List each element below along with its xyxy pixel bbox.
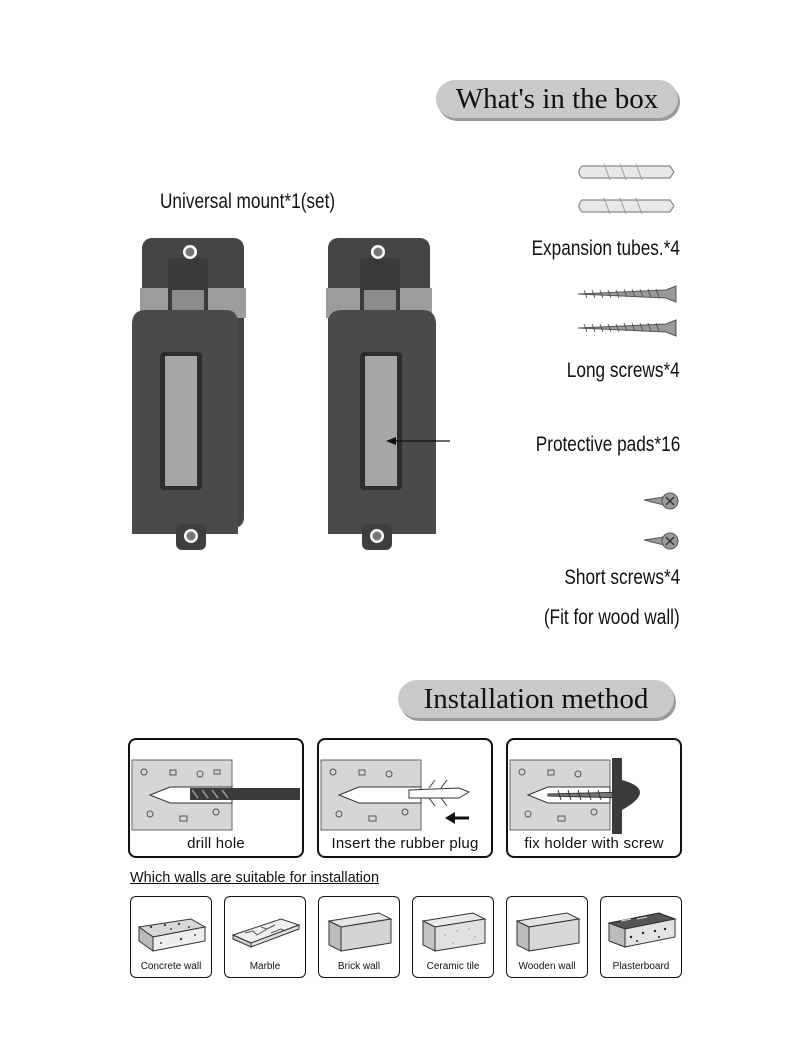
drill-illustration (130, 740, 304, 840)
whats-in-box-text: What's in the box (455, 82, 659, 115)
wall-label: Brick wall (337, 961, 381, 972)
installation-method-text: Installation method (423, 682, 649, 715)
wall-brick (318, 896, 400, 978)
wall-wooden (506, 896, 588, 978)
plasterboard-icon (601, 897, 683, 957)
fix-holder-illustration (508, 740, 682, 840)
install-step-fix-holder (506, 738, 682, 858)
wall-label: Ceramic tile (426, 961, 480, 972)
marble-slab-icon (225, 897, 307, 957)
wooden-block-icon (507, 897, 589, 957)
short-screws-icon (640, 488, 680, 554)
expansion-tubes-label: Expansion tubes.*4 (531, 237, 680, 260)
wall-concrete (130, 896, 212, 978)
long-screws-label: Long screws*4 (567, 359, 680, 382)
wall-ceramic (412, 896, 494, 978)
step-caption: drill hole (187, 835, 245, 852)
section-title-installation (398, 680, 674, 718)
step-caption: fix holder with screw (524, 835, 664, 852)
wall-plasterboard (600, 896, 682, 978)
ceramic-tile-icon (413, 897, 495, 957)
short-screws-label: Short screws*4 (564, 566, 680, 589)
mount-left (132, 238, 246, 550)
expansion-tubes-icon (574, 158, 678, 228)
wall-marble (224, 896, 306, 978)
wall-label: Concrete wall (140, 961, 202, 972)
install-step-drill-hole (128, 738, 304, 858)
plug-illustration (319, 740, 493, 840)
mount-label: Universal mount*1(set) (160, 190, 336, 213)
wall-label: Marble (249, 961, 281, 972)
section-title-whats-in-box (436, 80, 678, 118)
protective-pads-label: Protective pads*16 (535, 433, 680, 456)
mount-illustration (120, 228, 450, 558)
mount-right (326, 238, 436, 550)
concrete-block-icon (131, 897, 213, 957)
long-screws-icon (576, 282, 680, 342)
walls-title: Which walls are suitable for installation (130, 870, 380, 886)
wall-label: Wooden wall (518, 961, 576, 972)
step-caption: Insert the rubber plug (331, 835, 479, 852)
short-screws-note: (Fit for wood wall) (544, 606, 680, 629)
brick-icon (319, 897, 401, 957)
install-step-insert-plug (317, 738, 493, 858)
wall-label: Plasterboard (612, 961, 670, 972)
